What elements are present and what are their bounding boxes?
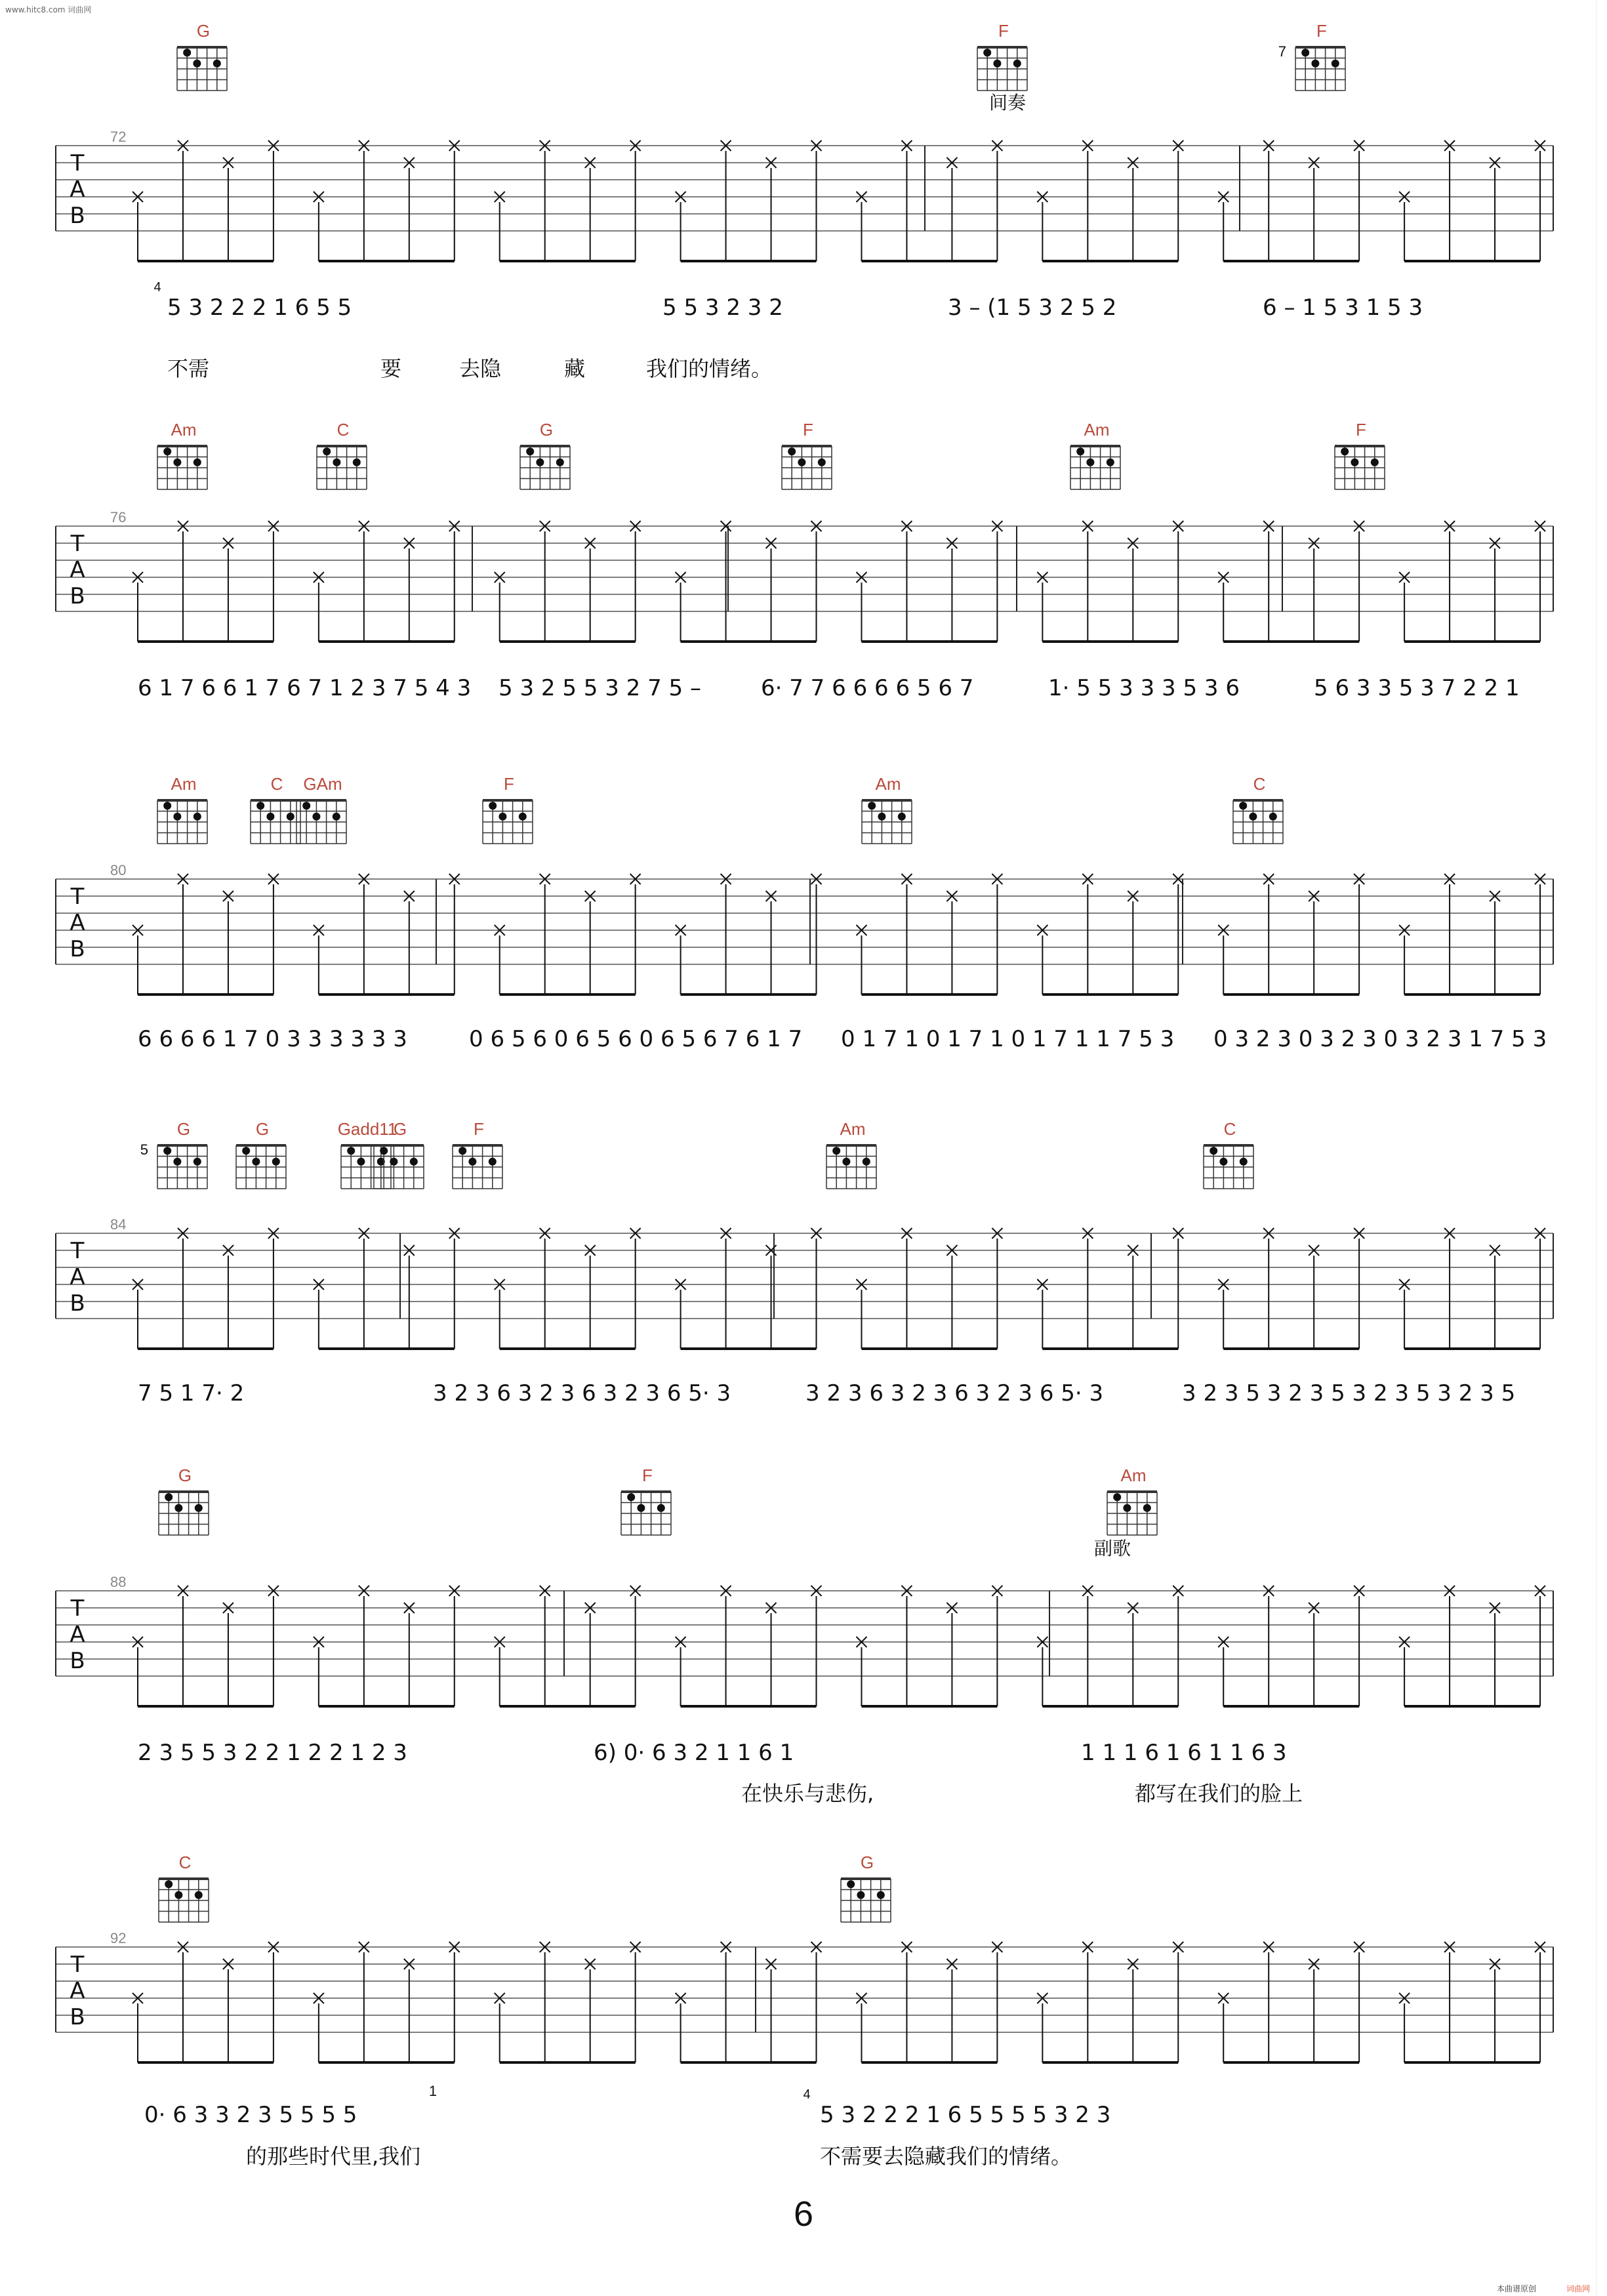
jianpu-notation: 7 5 1 7· 2 <box>138 1380 245 1406</box>
jianpu-notation: 6 6 6 6 1 7 0 3 3 3 3 3 3 <box>138 1026 407 1052</box>
tab-clef-letter: B <box>70 203 85 229</box>
chord-dot <box>1269 813 1277 821</box>
chord-name: C <box>1223 1119 1236 1139</box>
tab-clef-letter: B <box>70 1290 85 1317</box>
chord-dot <box>302 802 310 810</box>
chord-dot <box>213 60 221 68</box>
chord-name: G <box>255 1119 270 1139</box>
chord-name: F <box>642 1466 653 1485</box>
jianpu-notation: 3 2 3 6 3 2 3 6 3 2 3 6 5· 3 <box>433 1380 731 1406</box>
chord-dot <box>1351 459 1358 466</box>
chord-name: F <box>998 21 1009 41</box>
chord-fret-number: 5 <box>140 1141 148 1158</box>
tab-clef-letter: T <box>70 1238 85 1264</box>
lyric-text: 在快乐与悲伤, <box>741 1781 874 1806</box>
chord-dot <box>174 1891 182 1899</box>
chord-dot <box>193 1158 201 1166</box>
chord-dot <box>357 1158 365 1166</box>
measure-number: 92 <box>110 1930 127 1946</box>
chord-dot <box>993 60 1001 68</box>
chord-name: F <box>504 774 514 794</box>
chord-dot <box>1311 60 1319 68</box>
chord-dot <box>312 813 320 821</box>
chord-name: G <box>176 1119 191 1139</box>
chord-dot <box>842 1158 850 1166</box>
chord-dot <box>489 802 497 810</box>
chord-dot <box>798 459 805 466</box>
chord-dot <box>818 459 826 466</box>
chord-dot <box>536 459 544 466</box>
chord-dot <box>193 459 201 466</box>
tab-clef-letter: B <box>70 1648 85 1674</box>
chord-dot <box>983 49 991 56</box>
chord-name: Am <box>875 774 901 794</box>
chord-dot <box>1240 1158 1248 1166</box>
tab-clef-letter: A <box>70 557 85 583</box>
chord-name: G <box>860 1853 874 1872</box>
chord-dot <box>1107 459 1114 466</box>
chord-name: C <box>270 774 283 794</box>
chord-dot <box>1123 1504 1131 1512</box>
tab-clef-letter: T <box>70 1952 85 1978</box>
chord-dot <box>1249 813 1257 821</box>
jianpu-notation: 2 3 5 5 3 2 2 1 2 2 1 2 3 <box>138 1740 407 1766</box>
jianpu-notation: 5 5 3 2 3 2 <box>662 295 783 321</box>
chord-dot <box>272 1158 280 1166</box>
jianpu-notation: 5 6 3 3 5 3 7 2 2 1 <box>1314 675 1520 701</box>
chord-dot <box>252 1158 260 1166</box>
chord-dot <box>877 1891 885 1899</box>
tab-clef-letter: A <box>70 910 85 936</box>
chord-name: G <box>539 420 554 440</box>
chord-dot <box>1219 1158 1227 1166</box>
chord-dot <box>519 813 527 821</box>
chord-dot <box>898 813 906 821</box>
chord-dot <box>1341 447 1349 455</box>
lyric-text: 藏 <box>564 356 586 381</box>
chord-dot <box>468 1158 476 1166</box>
tab-clef-letter: T <box>70 531 85 557</box>
chord-dot <box>498 813 506 821</box>
chord-name: C <box>336 420 350 440</box>
measure-number: 76 <box>110 509 127 525</box>
chord-dot <box>1371 459 1379 466</box>
jianpu-notation: 5 3 2 2 2 1 6 5 5 <box>167 295 352 321</box>
chord-dot <box>380 1147 388 1155</box>
chord-name: Am <box>171 420 197 440</box>
time-signature: 4 <box>153 280 161 295</box>
measure-number: 84 <box>110 1216 127 1233</box>
chord-dot <box>1076 447 1084 455</box>
chord-dot <box>868 802 876 810</box>
chord-name: Am <box>1084 420 1110 440</box>
measure-number: 88 <box>110 1574 127 1590</box>
chord-dot <box>878 813 885 821</box>
chord-name: F <box>1356 420 1366 440</box>
chord-dot <box>1332 60 1339 68</box>
chord-name: C <box>1253 774 1266 794</box>
chord-name: G <box>393 1119 407 1139</box>
chord-dot <box>287 813 295 821</box>
chord-dot <box>489 1158 497 1166</box>
measure-number: 80 <box>110 862 127 878</box>
footer-site-logo: 词曲网 <box>1566 2284 1591 2293</box>
chord-dot <box>1113 1493 1121 1501</box>
chord-dot <box>1239 802 1247 810</box>
jianpu-notation: 6· 7 7 6 6 6 6 5 6 7 <box>761 675 974 701</box>
tab-clef-letter: A <box>70 1978 85 2004</box>
chord-dot <box>333 459 340 466</box>
chord-dot <box>353 459 361 466</box>
chord-dot <box>657 1504 665 1512</box>
chord-name: C <box>178 1853 192 1872</box>
page-number: 6 <box>793 2194 814 2234</box>
tab-clef-letter: T <box>70 884 85 910</box>
lyric-text: 要 <box>380 356 402 381</box>
jianpu-notation: 0 6 5 6 0 6 5 6 0 6 5 6 7 6 1 7 <box>469 1026 803 1052</box>
chord-dot <box>163 802 171 810</box>
lyric-text: 去隐 <box>459 356 502 381</box>
chord-dot <box>193 813 201 821</box>
jianpu-notation: 3 2 3 5 3 2 3 5 3 2 3 5 3 2 3 5 <box>1182 1380 1516 1406</box>
jianpu-notation: 0 3 2 3 0 3 2 3 0 3 2 3 1 7 5 3 <box>1213 1026 1547 1052</box>
chord-dot <box>165 1880 173 1888</box>
jianpu-notation: 6 – 1 5 3 1 5 3 <box>1263 295 1423 321</box>
volta-number: 1 <box>428 2083 437 2099</box>
chord-dot <box>788 447 796 455</box>
chord-dot <box>242 1147 250 1155</box>
chord-name: Am <box>171 774 197 794</box>
chord-dot <box>526 447 534 455</box>
tab-clef-letter: A <box>70 1264 85 1290</box>
chord-dot <box>637 1504 645 1512</box>
chord-dot <box>410 1158 418 1166</box>
chord-name: Am <box>1120 1466 1147 1485</box>
chord-name: Am <box>840 1119 866 1139</box>
jianpu-notation: 5 3 2 5 5 3 2 7 5 – <box>498 675 701 701</box>
chord-dot <box>1013 60 1021 68</box>
chord-dot <box>832 1147 840 1155</box>
header-url: www.hitc8.com 词曲网 <box>5 5 92 14</box>
chord-dot <box>183 49 191 56</box>
jianpu-notation: 5 3 2 2 2 1 6 5 5 5 5 3 2 3 <box>820 2102 1111 2128</box>
tab-clef-letter: A <box>70 1622 85 1648</box>
chord-dot <box>173 459 181 466</box>
chord-dot <box>857 1891 865 1899</box>
chord-dot <box>195 1891 203 1899</box>
chord-dot <box>165 1493 173 1501</box>
tab-clef-letter: B <box>70 583 85 609</box>
chord-name: F <box>803 420 813 440</box>
lyric-text: 我们的情绪。 <box>646 356 773 381</box>
chord-dot <box>173 1158 181 1166</box>
chord-dot <box>1210 1147 1217 1155</box>
jianpu-notation: 6 1 7 6 6 1 7 6 7 1 2 3 7 5 4 3 <box>138 675 472 701</box>
chord-dot <box>323 447 331 455</box>
chord-dot <box>390 1158 397 1166</box>
chord-dot <box>256 802 264 810</box>
chord-name: G <box>178 1466 192 1485</box>
section-label: 副歌 <box>1094 1538 1131 1559</box>
tab-clef-letter: T <box>70 150 85 176</box>
chord-fret-number: 7 <box>1278 43 1286 60</box>
chord-name: GAm <box>303 774 342 794</box>
chord-dot <box>193 60 201 68</box>
chord-name: F <box>474 1119 484 1139</box>
chord-dot <box>458 1147 466 1155</box>
tab-clef-letter: T <box>70 1595 85 1622</box>
chord-dot <box>266 813 274 821</box>
lyric-text: 的那些时代里,我们 <box>246 2144 421 2169</box>
tab-clef-letter: A <box>70 176 85 203</box>
chord-dot <box>1143 1504 1151 1512</box>
chord-name: G <box>196 21 211 41</box>
jianpu-notation: 0· 6 3 3 2 3 5 5 5 5 <box>144 2102 357 2128</box>
tab-clef-letter: B <box>70 2004 85 2030</box>
chord-dot <box>333 813 340 821</box>
footer-original-note: 本曲谱原创 <box>1497 2284 1537 2293</box>
time-signature: 4 <box>803 2087 811 2102</box>
chord-dot <box>173 813 181 821</box>
chord-dot <box>556 459 564 466</box>
chord-dot <box>863 1158 870 1166</box>
jianpu-notation: 3 2 3 6 3 2 3 6 3 2 3 6 5· 3 <box>805 1380 1104 1406</box>
chord-dot <box>163 447 171 455</box>
chord-dot <box>174 1504 182 1512</box>
chord-dot <box>847 1880 855 1888</box>
section-label: 间奏 <box>989 92 1027 113</box>
chord-dot <box>163 1147 171 1155</box>
lyric-text: 不需 <box>167 356 210 381</box>
chord-dot <box>1086 459 1094 466</box>
jianpu-notation: 6) 0· 6 3 2 1 1 6 1 <box>594 1740 794 1766</box>
lyric-text: 都写在我们的脸上 <box>1135 1781 1303 1806</box>
chord-name: F <box>1316 21 1327 41</box>
lyric-text: 不需要去隐藏我们的情绪。 <box>820 2144 1072 2169</box>
jianpu-notation: 1 1 1 6 1 6 1 1 6 3 <box>1081 1740 1287 1766</box>
chord-name: Gadd11 <box>337 1119 397 1139</box>
chord-dot <box>195 1504 203 1512</box>
chord-dot <box>347 1147 355 1155</box>
tab-clef-letter: B <box>70 936 85 962</box>
chord-dot <box>627 1493 635 1501</box>
jianpu-notation: 1· 5 5 3 3 3 5 3 6 <box>1048 675 1240 701</box>
chord-dot <box>1301 49 1309 56</box>
jianpu-notation: 3 – (1 5 3 2 5 2 <box>948 295 1117 321</box>
measure-number: 72 <box>110 129 127 145</box>
jianpu-notation: 0 1 7 1 0 1 7 1 0 1 7 1 1 7 5 3 <box>841 1026 1175 1052</box>
